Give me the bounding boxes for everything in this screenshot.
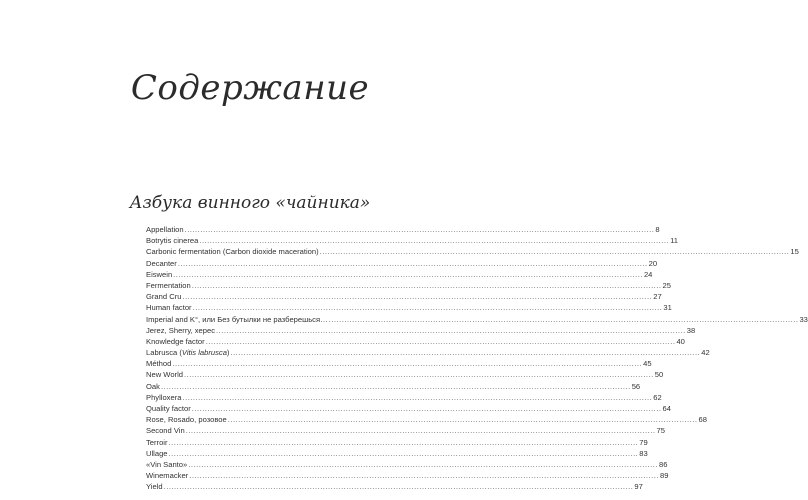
toc-entry[interactable]	[146, 381, 641, 392]
toc-entry[interactable]	[146, 481, 643, 492]
toc-entry-page: 83	[639, 448, 648, 458]
toc-entry-label: Rose, Rosado, розовое	[146, 415, 227, 425]
toc-entry-page: 42	[701, 348, 710, 358]
toc-entry-page: 56	[631, 381, 641, 391]
toc-leader-dots	[329, 314, 799, 325]
toc-entry[interactable]	[146, 369, 664, 380]
toc-entry-label: New World	[146, 370, 183, 380]
toc-entry[interactable]	[146, 437, 648, 448]
toc-entry[interactable]	[146, 448, 648, 459]
toc-leader-dots	[164, 481, 634, 492]
toc-leader-dots	[182, 392, 652, 403]
toc-entry-label: Méthod	[146, 359, 172, 369]
toc-entry-page: 20	[648, 258, 658, 268]
toc-leader-dots	[206, 336, 676, 347]
toc-entry[interactable]	[146, 459, 668, 470]
toc-entry[interactable]	[146, 291, 662, 302]
toc-entry[interactable]	[146, 392, 662, 403]
toc-entry-page: 97	[634, 482, 643, 492]
section-title: Азбука винного «чайника»	[129, 193, 371, 213]
toc-entry[interactable]	[146, 470, 669, 481]
toc-entry[interactable]	[146, 235, 678, 246]
toc-entry[interactable]	[146, 403, 671, 414]
toc-entry-label: Phylloxera	[146, 392, 182, 402]
toc-leader-dots	[184, 369, 654, 380]
toc-entry-label: Oak	[146, 381, 160, 391]
toc-entry-page: 40	[676, 336, 685, 346]
toc-entry-label: Carbonic fermentation (Carbon dioxide maceration)	[146, 247, 319, 257]
toc-entry[interactable]	[146, 269, 653, 280]
toc-leader-dots	[186, 425, 656, 436]
toc-entry-label: Winemacker	[146, 471, 189, 481]
toc-entry[interactable]	[146, 246, 799, 257]
toc-entry[interactable]	[146, 336, 685, 347]
toc-leader-dots	[192, 403, 662, 414]
toc-entry-label: Human factor	[146, 303, 192, 313]
toc-leader-dots	[192, 280, 662, 291]
toc-entry-label	[146, 347, 229, 358]
toc-entry[interactable]	[146, 258, 658, 269]
toc-entry[interactable]	[146, 325, 696, 336]
toc-entry[interactable]	[146, 414, 707, 425]
toc-entry-page: 25	[662, 280, 671, 290]
toc-entry-page: 31	[663, 303, 672, 313]
toc-leader-dots	[228, 414, 698, 425]
toc-entry-page: 86	[659, 459, 668, 469]
toc-leader-dots	[193, 302, 663, 313]
toc-entry-label: Imperial and K°, или Без бутылки не разберешься…	[146, 314, 328, 324]
toc-entry-label: Fermentation	[146, 280, 191, 290]
toc-entry-label: Second Vin	[146, 426, 185, 436]
toc-leader-dots	[182, 291, 652, 302]
toc-entry-page: 75	[656, 426, 665, 436]
toc-entry[interactable]	[146, 425, 665, 436]
toc-entry-page: 45	[643, 359, 652, 369]
toc-entry-label: Jerez, Sherry, херес	[146, 325, 215, 335]
toc-entry-page: 79	[639, 437, 648, 447]
toc-leader-dots	[189, 470, 659, 481]
toc-entry-label-suffix: )	[226, 348, 230, 358]
toc-entry-page: 68	[698, 415, 707, 425]
toc-leader-dots	[216, 325, 686, 336]
toc-entry-label: Eiswein	[146, 269, 173, 279]
toc-entry-label: Quality factor	[146, 404, 191, 413]
toc-entry-label: Decanter	[146, 258, 177, 268]
toc-leader-dots	[169, 448, 639, 459]
toc-entry-label: Knowledge factor	[146, 336, 205, 346]
toc-entry[interactable]	[146, 224, 660, 235]
toc-leader-dots	[230, 347, 700, 358]
toc-leader-dots	[185, 224, 655, 235]
page-title: Содержание	[130, 68, 370, 108]
toc-leader-dots	[172, 358, 642, 369]
toc-entry-page: 15	[790, 247, 799, 257]
toc-leader-dots	[178, 258, 648, 269]
toc-entry[interactable]	[146, 347, 710, 358]
toc-leader-dots	[320, 246, 790, 257]
toc-entry-label: Terroir	[146, 437, 168, 447]
toc-entry-label: «Vin Santo»	[146, 459, 188, 469]
toc-entry-label: Appellation	[146, 225, 184, 234]
toc-entry-page: 11	[670, 236, 678, 246]
toc-leader-dots	[173, 269, 643, 280]
toc-entry-page: 8	[655, 225, 660, 234]
toc-entry-label: Grand Cru	[146, 292, 182, 302]
toc-entry[interactable]	[146, 358, 652, 369]
toc-entry-page: 24	[643, 269, 653, 279]
toc-entry[interactable]	[146, 280, 671, 291]
toc-leader-dots	[169, 437, 639, 448]
toc-leader-dots	[161, 381, 631, 392]
toc-entry-label-italic: Vitis labrusca	[181, 348, 227, 358]
toc-entry-page: 64	[662, 404, 671, 413]
toc-entry[interactable]	[146, 314, 808, 325]
toc-entry[interactable]	[146, 302, 672, 313]
toc-leader-dots	[188, 459, 658, 470]
toc-entry-label: Botrytis cinerea	[146, 236, 199, 246]
toc-entry-label: Ullage	[146, 448, 168, 458]
toc-entry-page: 50	[654, 370, 664, 380]
toc-entry-page: 38	[686, 325, 696, 335]
table-of-contents	[146, 224, 808, 493]
toc-entry-label: Yield	[146, 482, 163, 492]
toc-leader-dots	[199, 235, 669, 246]
toc-entry-label-prefix: Labrusca (	[146, 348, 182, 358]
toc-entry-page: 89	[659, 471, 669, 481]
toc-entry-page: 27	[653, 292, 662, 302]
toc-entry-page: 33	[799, 314, 808, 324]
toc-entry-page: 62	[653, 392, 662, 402]
